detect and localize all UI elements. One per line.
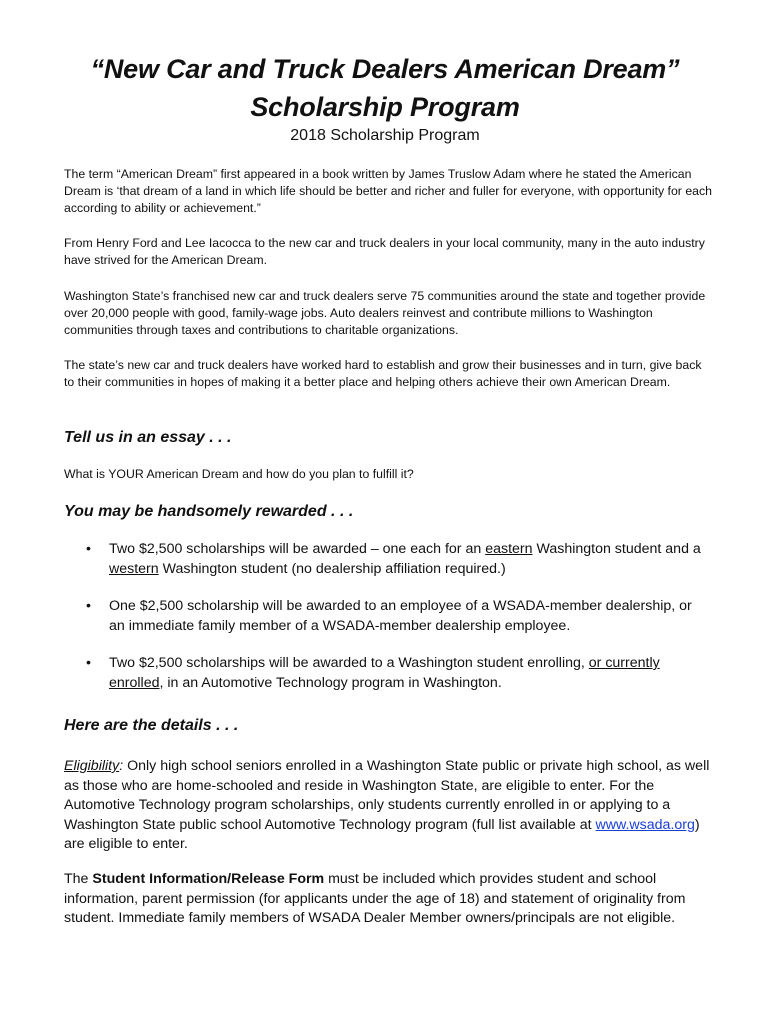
bullet-text: Washington student (no dealership affiliation required.) (158, 560, 506, 577)
form-text: The (64, 871, 93, 887)
list-item (86, 654, 706, 693)
form-name-bold: Student Information/Release Form (92, 871, 325, 887)
bullet-text: One $2,500 scholarship will be awarded to an employee of a WSADA-member dealership, or an immediate family member of a WSADA-member dealership employee. (109, 598, 692, 634)
bullet-text: Two $2,500 scholarships will be awarded – one each for an (109, 541, 486, 557)
intro-paragraph-4: The state’s new car and truck dealers have worked hard to establish and grow their businesses and in turn, give back to their communities in hopes of making it a better place and helping others achieve their own American Dream. (64, 358, 702, 390)
intro-paragraph-3: Washington State’s franchised new car and truck dealers serve 75 communities around the state and together provide over 20,000 people with good, family-wage jobs. Auto dealers reinvest and contribute millions to Washington communities through taxes and contributions to charitable organizations. (64, 289, 706, 338)
bullet-icon: • (86, 655, 91, 671)
eligibility-end: ) are eligible to enter. (64, 816, 700, 852)
intro-paragraph-2: From Henry Ford and Lee Iacocca to the new car and truck dealers in your local community, many in the auto industry have strived for the American Dream. (64, 236, 705, 268)
western-underlined: western (109, 560, 159, 577)
title-line-2: Scholarship Program (250, 92, 520, 122)
list-item (86, 597, 706, 636)
essay-heading: Tell us in an essay . . . (64, 429, 232, 446)
eligibility-paragraph (64, 757, 714, 855)
eastern-underlined: eastern (485, 541, 533, 557)
wsada-link[interactable]: www.wsada.org (595, 816, 695, 833)
eligibility-label: Eligibility (64, 758, 120, 774)
rewards-heading: You may be handsomely rewarded . . . (64, 503, 354, 520)
list-item (86, 540, 706, 579)
intro-paragraph-1: The term “American Dream” first appeared in a book written by James Truslow Adam where he stated the American Dream is ‘that dream of a land in which life should be better and richer and fuller for everyone, with opportunity for each according to ability or achievement.” (64, 167, 712, 216)
bullet-text: , in an Automotive Technology program in Washington. (159, 674, 502, 691)
details-heading: Here are the details . . . (64, 717, 239, 734)
form-text: must be included which provides student and school information, parent permission (for applicants under the age of 18) and statement of originality from student. Immediate family members of WSADA Dealer Member owners/principals are not eligible. (64, 871, 686, 926)
release-form-paragraph (64, 870, 714, 929)
eligibility-colon: : (119, 758, 124, 774)
bullet-text: Washington student and a (532, 541, 701, 557)
title-line-1: “New Car and Truck Dealers American Dream” (90, 54, 680, 84)
bullet-icon: • (86, 598, 91, 614)
rewards-list (86, 540, 706, 711)
currently-enrolled-underlined: or currently enrolled (109, 655, 660, 691)
essay-question: What is YOUR American Dream and how do you plan to fulfill it? (64, 467, 414, 481)
bullet-icon: • (86, 541, 91, 557)
eligibility-text: Only high school seniors enrolled in a Washington State public or private high school, as well as those who are home-schooled and reside in Washington State, are eligible to enter. For the Automotive Technology program scholarships, only students currently enrolled in or applying to a Washington State public school Automotive Technology program (full list available at (64, 758, 710, 833)
subtitle: 2018 Scholarship Program (290, 127, 480, 144)
bullet-text: Two $2,500 scholarships will be awarded to a Washington student enrolling, (109, 655, 589, 671)
